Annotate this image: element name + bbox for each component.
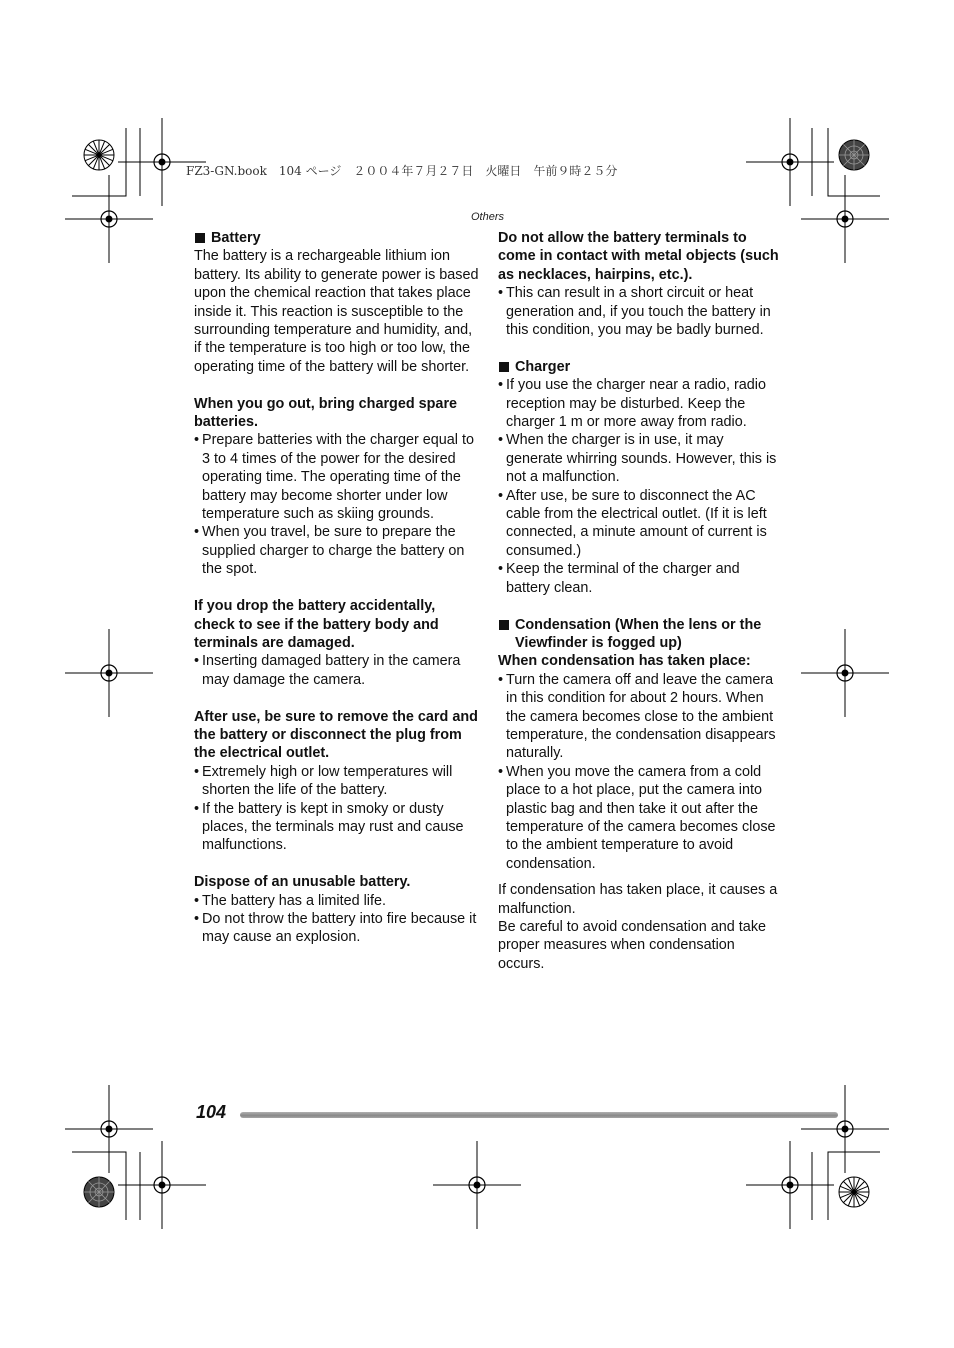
condensation-heading: Condensation (When the lens or the Viewfinder is fogged up)	[498, 616, 784, 653]
battery-heading: Battery	[194, 229, 480, 247]
drop-list	[194, 652, 480, 689]
list-item: • Extremely high or low temperatures will shorten the life of the battery.	[194, 763, 480, 800]
list-item: • When you travel, be sure to prepare the supplied charger to charge the battery on the spot.	[194, 523, 480, 578]
terminals-list	[498, 284, 784, 339]
closing-text-1: If condensation has taken place, it causes a malfunction.	[498, 882, 778, 917]
list-item: • Do not throw the battery into fire because it may cause an explosion.	[194, 910, 480, 947]
page-number: 104	[196, 1102, 227, 1122]
print-header: FZ3-GN.book 104 ページ ２００４年７月２７日 火曜日 午前９時２５分	[186, 164, 618, 178]
square-bullet-icon	[499, 362, 509, 372]
right-column	[498, 229, 784, 973]
charger-list	[498, 376, 784, 597]
list-item: • Prepare batteries with the charger equal to 3 to 4 times of the power for the desired operating time. The operating time of the battery may become shorter under low temperature such as skiing grounds.	[194, 431, 480, 523]
list-item: • If you use the charger near a radio, radio reception may be disturbed. Keep the charger 1 m or more away from radio.	[498, 376, 784, 431]
condensation-list	[498, 671, 784, 873]
battery-intro: The battery is a rechargeable lithium ion battery. Its ability to generate power is based upon the chemical reaction that takes place inside it. This reaction is susceptible to the surrounding temperature and humidity, and, if the temperature is too high or too low, the operating time of the battery will be shorter.	[194, 248, 479, 375]
closing-text-2: Be careful to avoid condensation and take proper measures when condensation occurs.	[498, 919, 767, 972]
charger-heading: Charger	[498, 358, 784, 376]
list-item: • After use, be sure to disconnect the AC cable from the electrical outlet. (If it is left connected, a minute amount of current is consumed.)	[498, 487, 784, 561]
condensation-subheading: When condensation has taken place:	[498, 653, 751, 670]
list-item: • When you move the camera from a cold place to a hot place, put the camera into plastic bag and then take it out after the temperature of the camera becomes close to the ambient temperature to avoid condensation.	[498, 763, 784, 873]
spare-list	[194, 431, 480, 578]
list-item: • Inserting damaged battery in the camera may damage the camera.	[194, 652, 480, 689]
list-item: • The battery has a limited life.	[194, 892, 480, 910]
spare-heading: When you go out, bring charged spare batteries.	[194, 395, 458, 431]
square-bullet-icon	[499, 620, 509, 630]
after-use-heading: After use, be sure to remove the card and the battery or disconnect the plug from the electrical outlet.	[194, 708, 478, 762]
list-item: • This can result in a short circuit or heat generation and, if you touch the battery in this condition, you may be badly burned.	[498, 284, 784, 339]
square-bullet-icon	[195, 233, 205, 243]
drop-heading: If you drop the battery accidentally, check to see if the battery body and terminals are damaged.	[194, 598, 439, 651]
section-label: Others	[470, 211, 504, 223]
after-use-list	[194, 763, 480, 855]
list-item: • When the charger is in use, it may generate whirring sounds. However, this is not a malfunction.	[498, 431, 784, 486]
list-item: • Turn the camera off and leave the camera in this condition for about 2 hours. When the camera becomes close to the ambient temperature, the condensation disappears naturally.	[498, 671, 784, 763]
terminals-heading: Do not allow the battery terminals to come in contact with metal objects (such as necklaces, hairpins, etc.).	[498, 230, 779, 283]
list-item: • If the battery is kept in smoky or dusty places, the terminals may rust and cause malfunctions.	[194, 800, 480, 855]
footer-bar	[240, 1112, 838, 1118]
left-column	[194, 229, 480, 947]
dispose-list	[194, 892, 480, 947]
list-item: • Keep the terminal of the charger and battery clean.	[498, 560, 784, 597]
dispose-heading: Dispose of an unusable battery.	[194, 874, 411, 891]
